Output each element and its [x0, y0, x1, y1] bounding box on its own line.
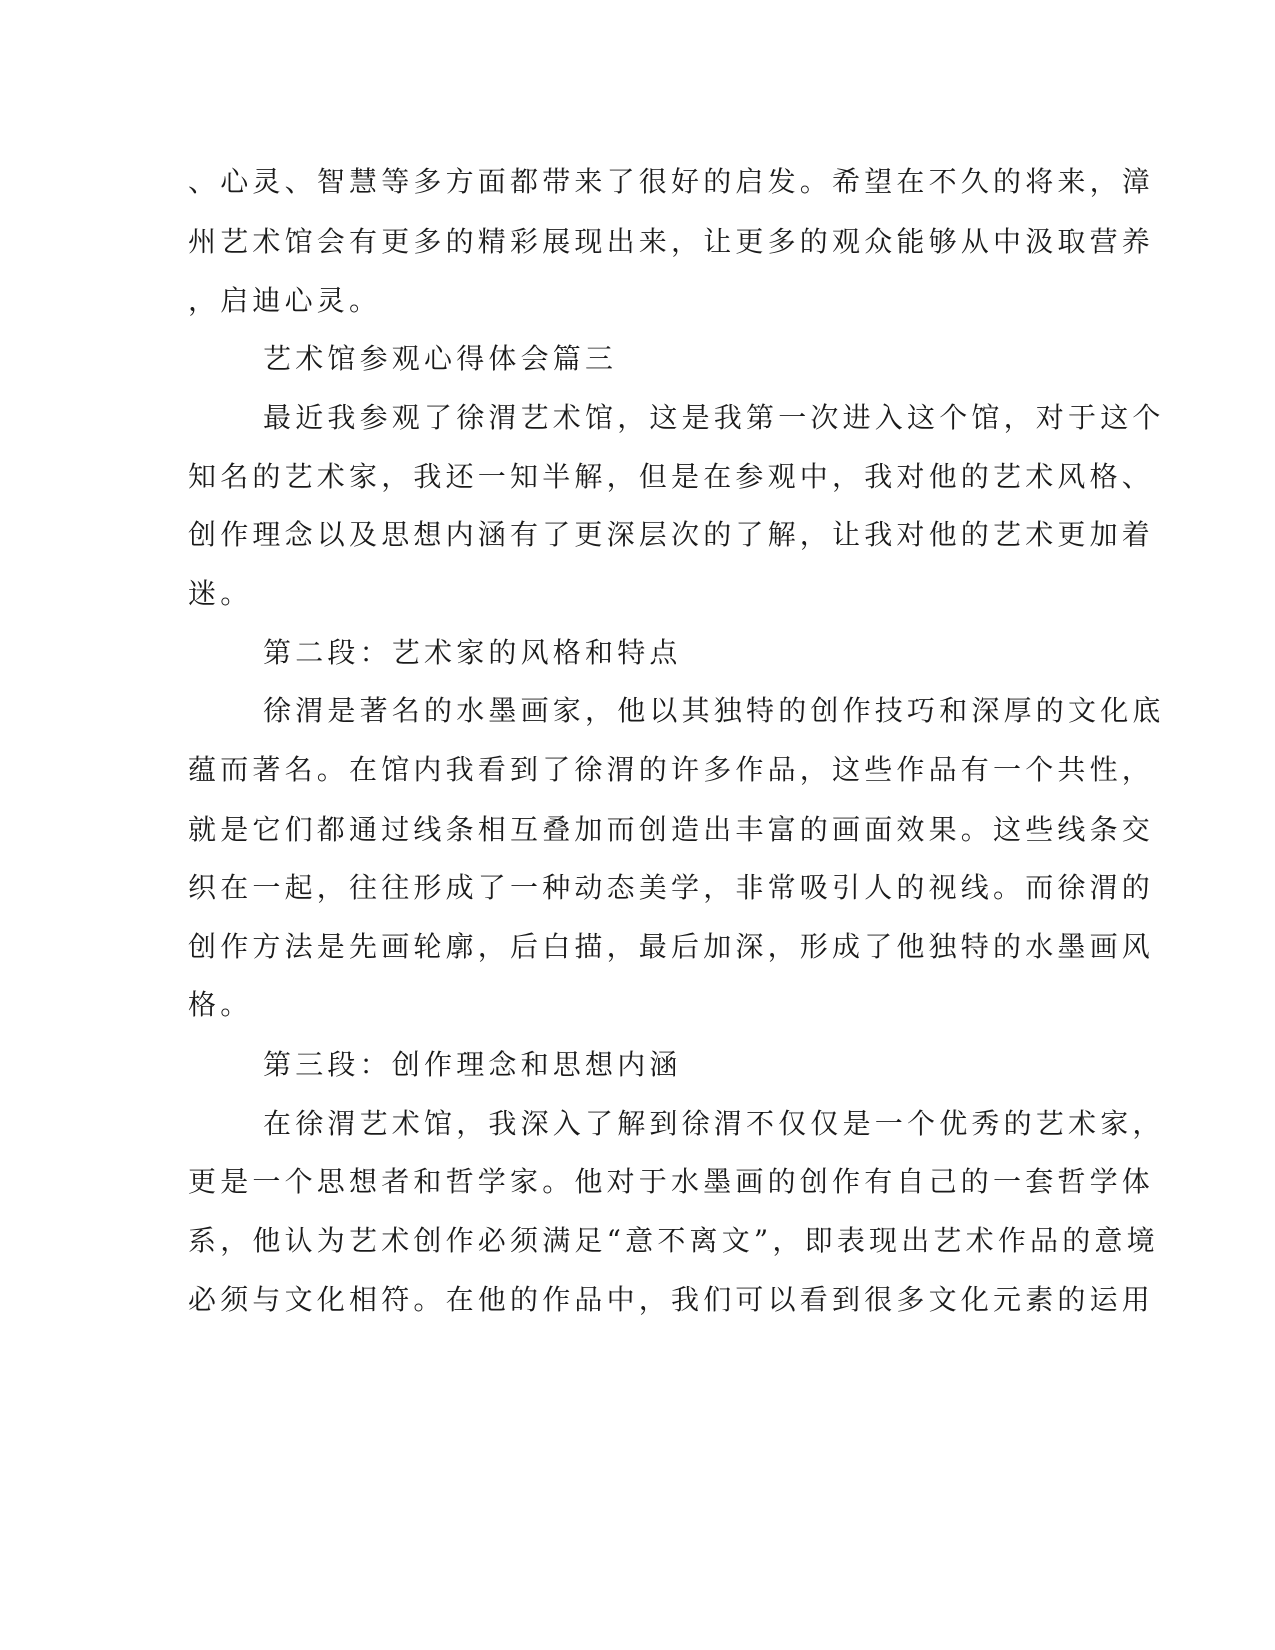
section-heading: 艺术馆参观心得体会篇三: [263, 342, 618, 375]
paragraph-line: 织在一起，往往形成了一种动态美学，非常吸引人的视线。而徐渭的: [188, 871, 1155, 904]
paragraph-line: 、心灵、智慧等多方面都带来了很好的启发。希望在不久的将来，漳: [188, 165, 1155, 198]
section-heading: 第三段：创作理念和思想内涵: [263, 1048, 682, 1081]
paragraph-line: ，启迪心灵。: [188, 284, 382, 317]
paragraph-line: 徐渭是著名的水墨画家，他以其独特的创作技巧和深厚的文化底: [263, 694, 1165, 727]
paragraph-line: 就是它们都通过线条相互叠加而创造出丰富的画面效果。这些线条交: [188, 813, 1155, 846]
paragraph-line: 创作理念以及思想内涵有了更深层次的了解，让我对他的艺术更加着: [188, 518, 1155, 551]
paragraph-line: 在徐渭艺术馆，我深入了解到徐渭不仅仅是一个优秀的艺术家，: [263, 1107, 1165, 1140]
paragraph-line: 知名的艺术家，我还一知半解，但是在参观中，我对他的艺术风格、: [188, 460, 1155, 493]
paragraph-line: 更是一个思想者和哲学家。他对于水墨画的创作有自己的一套哲学体: [188, 1165, 1155, 1198]
paragraph-line: 必须与文化相符。在他的作品中，我们可以看到很多文化元素的运用: [188, 1283, 1155, 1316]
paragraph-line: 最近我参观了徐渭艺术馆，这是我第一次进入这个馆，对于这个: [263, 401, 1165, 434]
paragraph-line: 系，他认为艺术创作必须满足“意不离文”，即表现出艺术作品的意境: [188, 1224, 1159, 1257]
paragraph-line: 格。: [188, 988, 253, 1021]
paragraph-line: 创作方法是先画轮廓，后白描，最后加深，形成了他独特的水墨画风: [188, 930, 1155, 963]
paragraph-line: 迷。: [188, 577, 253, 610]
paragraph-line: 蕴而著名。在馆内我看到了徐渭的许多作品，这些作品有一个共性，: [188, 753, 1155, 786]
paragraph-line: 州艺术馆会有更多的精彩展现出来，让更多的观众能够从中汲取营养: [188, 225, 1155, 258]
section-heading: 第二段：艺术家的风格和特点: [263, 636, 682, 669]
